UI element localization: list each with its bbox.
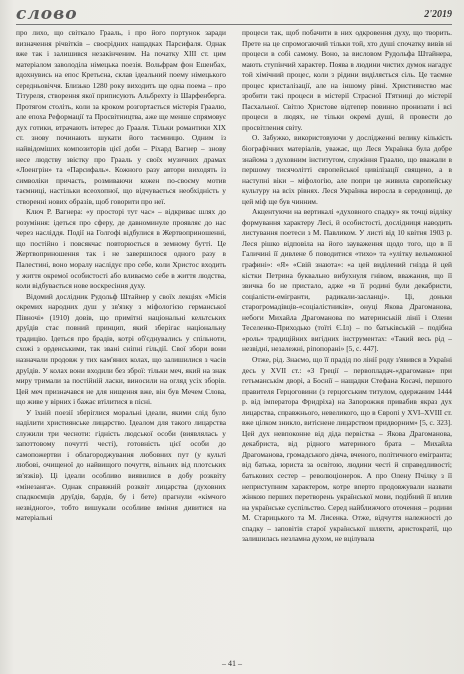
- left-column: [16, 28, 226, 650]
- right-column: [242, 28, 452, 650]
- page-header: [16, 4, 452, 26]
- text-columns: [16, 28, 452, 650]
- header-rule: [16, 24, 452, 25]
- paragraph: Акцентуючи на вертикалі «духовного спадку» як точці відліку формування характеру Лесі, й особистості, дослідниця наводить листування поетеси з М. Павликом. У листі від 10 квітня 1903 р. Леся рішко відповіла на його зауваження щодо того, що в її Галичині її дивлене б поводитися «тихо» та «улітку вельможної графині»: «Я» «Свій знаюта»: «а цей виділений гнізда й цей кістки Петрина буквально вибухнуля гнівом, вважання, що її звичка бо не пристало, адже «в її родині були декабристи, соціалісти-емігранти, радикали-засланці». Ці, доньки старогромадівців-«соціалістників», онуці Якова Драгоманова, небоги Михайла Драгоманова по материнській лінії і Олени Теселенко-Приходько (тоїті Є.Іл) – по батьківській – подібна «роль» традиційних вигідних інструментах: «Такий весь рід – незвідні, незалежні, ріпопорані» [5, с. 447].: [242, 207, 452, 354]
- issue-number: 2'2019: [424, 9, 452, 20]
- journal-logo: слово: [16, 4, 78, 24]
- paragraph: Ключ Р. Вагнера: «у просторі тут час» – відкриває шлях до розуміння: ідеться про сферу, де давноминуле проявляє до нас через насліддя. Події на Голгофі відбулися в Жертвоприношенні, що постійно і повсякчас повторюється в земному бутті. Це Жертвоприношення так і не завершилося одного разу в Палестині, воно моралу наслідує про себе, коли Христос входить у життя окремої особистості або вливаємо себе в життя людства, коли відбувається нове воскресіння духу.: [16, 207, 226, 291]
- page-number: – 41 –: [222, 659, 242, 668]
- paragraph: процеси так, щоб побачити в них одкровення духу, що творить. Прете на це спромогаючий тільки той, хто душі спочатку вивів ні процеси в собі самому. Воно, за висловом Рудольфа Штайнера, мають ступінчий характер. Поява в людини чистих думок нагадує той хімічний процес, коли з рідини виділяється сіль. Це таємне процес кристалізації, але на іншому рівні. Християнство має зробити такі процеси в містерії Страсної П'ятниці до містерії Пасхальної. Світло Христове відтепер повинно пронизати і всі процеси в людях, не тільки окремі душі, й провести до просвітлення світу.: [242, 28, 452, 132]
- paragraph: Відомий дослідник Рудольф Штайнер у своїх лекціях «Місія окремих народних душ у зв'язку з міфологією германської Півночі» (1910) довів, що примітні національні кельтських друїдів стає повний принцип, який зберігає національну традицію. Ідеться про брадів, котрі об'єднувались у спільноти, схожі з орденськими, так звані сніпні гільдії. Свої збори вони назначали продовж у тих кам'яних колах, що залишилися з часів друїдів. У колах вони входили без зброї: тільки меч, який на знак миру тримали за постійній ласки, виносили на огляд усіх зборів. Цей меч призначався не для нищення вже, він був Мечем Слова, що живе у вірних і бажає втілитися в пісні.: [16, 291, 226, 407]
- paragraph: У їхній поезії зберіглися моральні ідеали, якими слід було наділити християнське лицарство. Ідеалом для такого лицарства служили три чесноти: гідність людської особи (виявлялась у запоттовому почутті честі), готовність цієї особи до самопожертви і облагороджування любовних пут (у культі любові, очищеної до найвищого почуття, вільних від плотських зв'язків). Ці ідеали особливо виявилися в добу розквіту «мінезанга». Однак справжній розквіт лицарства (духовних спадкоємців друїдів, бардів, бу і бете) прагнули «кімчого незвідного», тобто вишукали особливе вміння дивитися на матеріальні: [16, 407, 226, 523]
- paragraph: Отже, рід. Знаємо, що її прадід по лінії роду з'явився в Україні десь у XVII ст.: «З Греції – первопладач-«драгомана» при гетьманськім дворі, а Боснії – нащадки Стефана Косачі, першого правителя Герцоговини (з герцогським титулом, одержаним 1444 р. від імператора Фридріха) на Запорожжя привабив якраз дух лицарства, справжнього, невеликого, що в Європі у XVI–XVIII ст. вже цілком зникло, витіснене лицарством придворним» [5, с. 323]. Цей дух невпоконне від діда первістка – Якова Драгоманова, декабриста, від рідного материного брата – Михайла Драгоманова, громадського діяча, вченого, політичного емігранта; від батька, юриста за освітою, людини честі й справедливості; батькових сестер – революціонерок. А про Олену Пчілку з її неприступним характером, котре вперто продовжували назвати жінкою перших перетворень української мови, подібний її вплив на українське суспільство. Серед найближчого оточення – родини М. Старицького та М. Лисенка. Отже, відчуття належності до спадку – заповітів старої української шляхти, аристократії, що залишилась незламна духом, не вцілувала: [242, 354, 452, 544]
- paragraph: О. Забужко, використовуючи у дослідженні велику кількість біографічних матеріалів, уважає, що Леся Українка була добре знайома з духовним інститутом, служіння Граалю, що вважали в першому тисячолітті європейської цивілізації священо, а в наступні віки – міфологію, але попри це живила європейську культуру на всіх рівнях. Леся Українка виросла в середовищі, де цей міф ще був чинним.: [242, 133, 452, 206]
- paragraph: про лихо, що світкало Грааль, і про його портунок заради визначення річвітків – своєрідних нащадках Парсифаля. Однак вже так і залишився незакінченим. На початку XIII ст. цим матеріалом заволоділа німецька поезія. Вольфрам фон Ешенбах, вдохнувись на епос Кретьєна, склав ідеальний поему німецького середньовіччя. Близько 1280 року виходить ще одна поема – про Тітуреля, створення якої приписують Альбрехту із Шарфенберга. Протягом століть, коли за кроком розгортається містерія Граалю, але епоха Реформації та Просвітництва, аже ще менше спрямовує дух готики, втрачають інтерес до Грааля. Тільки романтики XIX ст. знову починають шукати його таємницю. Одним із найвідоміших композиторів цієї доби – Ріхард Вагнер – знову несе людству звістку про Грааль у своїх музичних драмах «Лоенгрін» та «Парсифаль». Кожного разу автори виходять із символіки причасть, розмиваючи кожен по-своєму мотив таємниці, настільки всеохопної, що відчувається необхідність у створенні нових образів, щоб говорити про неї.: [16, 28, 226, 206]
